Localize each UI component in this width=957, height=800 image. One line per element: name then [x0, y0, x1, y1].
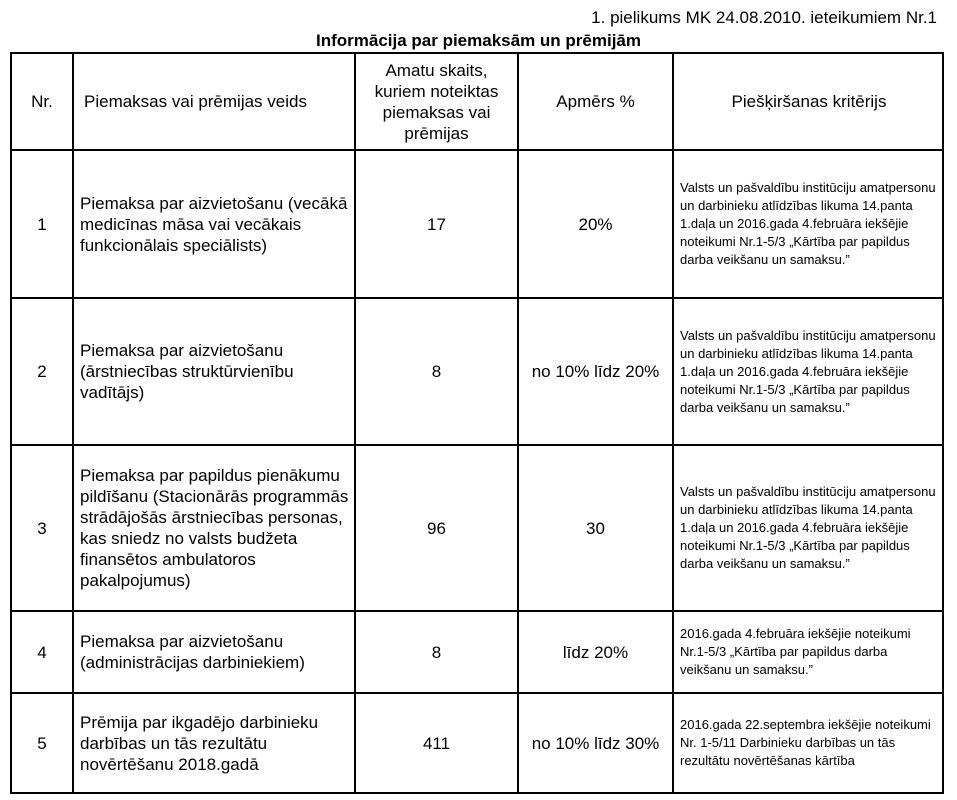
document-reference: 1. pielikums MK 24.08.2010. ieteikumiem Nr.1	[591, 8, 937, 27]
row-amount: no 10% līdz 30%	[518, 693, 673, 793]
header-nr: Nr.	[11, 53, 73, 150]
document-title: Informācija par piemaksām un prēmijām	[315, 31, 641, 50]
row-type: Piemaksa par papildus pienākumu pildīšanu (Stacionārās programmās strādājošās ārstniecības personas, kas sniedz no valsts budžeta finansētos ambulatoros pakalpojumus)	[73, 445, 355, 611]
row-nr: 5	[11, 693, 73, 793]
table-row	[11, 611, 943, 693]
table-row	[11, 693, 943, 793]
header-criteria: Piešķiršanas kritērijs	[673, 53, 943, 150]
row-criteria: 2016.gada 22.septembra iekšējie noteikumi Nr. 1-5/11 Darbinieku darbības un tās rezultātu novērtēšanas kārtība	[673, 693, 943, 793]
row-amount: no 10% līdz 20%	[518, 298, 673, 445]
header-type: Piemaksas vai prēmijas veids	[73, 53, 355, 150]
table-header-row	[11, 53, 943, 150]
row-count: 411	[355, 693, 518, 793]
row-type: Piemaksa par aizvietošanu (ārstniecības struktūrvienību vadītājs)	[73, 298, 355, 445]
row-nr: 3	[11, 445, 73, 611]
table-row	[11, 150, 943, 298]
row-amount: 30	[518, 445, 673, 611]
row-nr: 2	[11, 298, 73, 445]
row-criteria: 2016.gada 4.februāra iekšējie noteikumi Nr.1-5/3 „Kārtība par papildus darba veikšanu un samaksu.”	[673, 611, 943, 693]
bonus-table	[10, 52, 944, 794]
row-count: 8	[355, 298, 518, 445]
row-criteria: Valsts un pašvaldību institūciju amatpersonu un darbinieku atlīdzības likuma 14.panta 1.daļa un 2016.gada 4.februāra iekšējie noteikumi Nr.1-5/3 „Kārtība par papildus darba veikšanu un samaksu.”	[673, 150, 943, 298]
row-count: 96	[355, 445, 518, 611]
row-count: 17	[355, 150, 518, 298]
row-criteria: Valsts un pašvaldību institūciju amatpersonu un darbinieku atlīdzības likuma 14.panta 1.daļa un 2016.gada 4.februāra iekšējie noteikumi Nr.1-5/3 „Kārtība par papildus darba veikšanu un samaksu.”	[673, 298, 943, 445]
row-type: Piemaksa par aizvietošanu (administrācijas darbiniekiem)	[73, 611, 355, 693]
row-amount: līdz 20%	[518, 611, 673, 693]
row-criteria: Valsts un pašvaldību institūciju amatpersonu un darbinieku atlīdzības likuma 14.panta 1.daļa un 2016.gada 4.februāra iekšējie noteikumi Nr.1-5/3 „Kārtība par papildus darba veikšanu un samaksu.”	[673, 445, 943, 611]
row-type: Prēmija par ikgadējo darbinieku darbības un tās rezultātu novērtēšanu 2018.gadā	[73, 693, 355, 793]
row-amount: 20%	[518, 150, 673, 298]
row-nr: 1	[11, 150, 73, 298]
row-count: 8	[355, 611, 518, 693]
row-type: Piemaksa par aizvietošanu (vecākā medicīnas māsa vai vecākais funkcionālais speciālists)	[73, 150, 355, 298]
header-count: Amatu skaits, kuriem noteiktas piemaksas vai prēmijas	[355, 53, 518, 150]
table-row	[11, 445, 943, 611]
table-row	[11, 298, 943, 445]
header-amount: Apmērs %	[518, 53, 673, 150]
row-nr: 4	[11, 611, 73, 693]
